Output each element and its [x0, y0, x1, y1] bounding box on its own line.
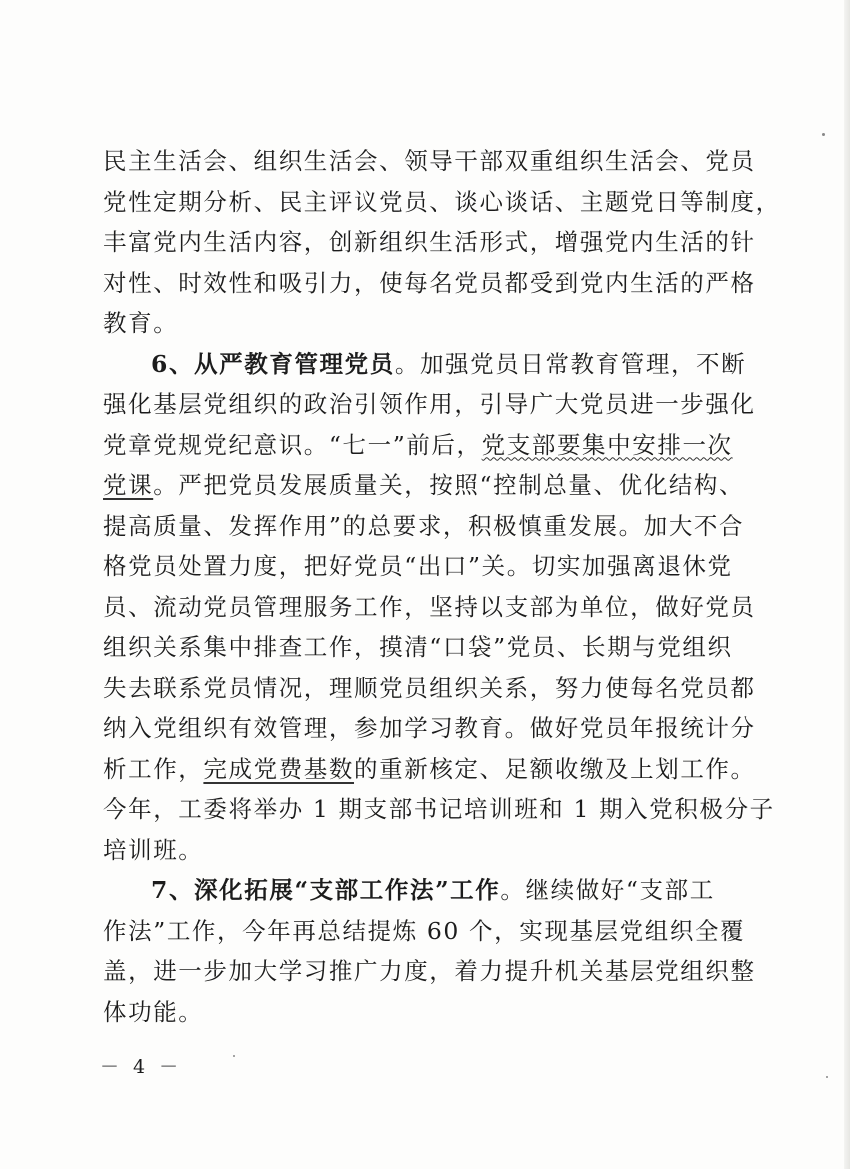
wavy-underlined-text: 党支部要集中安排一次: [481, 430, 733, 459]
text-line: [103, 992, 715, 1033]
underlined-text: 党课: [103, 471, 154, 499]
section-heading: 7、深化拓展“支部工作法”工作: [151, 876, 501, 904]
text-line: [103, 222, 756, 263]
text-line: [103, 789, 775, 830]
text-line: [103, 384, 756, 425]
text-line: [103, 668, 756, 709]
text-segment: 员、流动党员管理服务工作，坚持以支部为单位，做好党员: [103, 592, 756, 621]
text-line: [103, 708, 756, 749]
text-line: [103, 303, 715, 344]
text-segment: 党章党规党纪意识。“七一”前后，: [103, 430, 482, 459]
text-segment: 。严把党员发展质量关，按照“控制总量、优化结构、: [153, 471, 745, 499]
text-line: [103, 344, 747, 385]
text-line: [103, 951, 756, 992]
text-line: [103, 465, 745, 506]
scan-speck: [822, 133, 825, 136]
page-edge-shadow: [844, 0, 850, 1169]
text-segment: 今年，工委将举办 1 期支部书记培训班和 1 期入党积极分子: [103, 795, 775, 823]
text-segment: 教育。: [103, 309, 179, 337]
text-line: [103, 627, 733, 668]
text-line: [103, 546, 733, 587]
text-line: [103, 506, 745, 547]
scan-speck: [233, 1055, 235, 1057]
text-segment: 强化基层党组织的政治引领作用，引导广大党员进一步强化: [103, 390, 756, 418]
text-segment: 的重新核定、足额收缴及上划工作。: [354, 754, 756, 783]
text-line: [103, 182, 781, 223]
text-line: [103, 870, 715, 911]
text-segment: 失去联系党员情况，理顺党员组织关系，努力使每名党员都: [103, 673, 756, 702]
underlined-text: 完成党费基数: [203, 754, 355, 783]
text-line: [103, 911, 746, 952]
text-line: [103, 587, 756, 628]
text-segment: 格党员处置力度，把好党员“出口”关。切实加强离退休党: [103, 552, 733, 580]
text-line: [103, 141, 756, 182]
text-line: [103, 830, 715, 871]
body-text: [103, 141, 781, 1032]
text-segment: 盖，进一步加大学习推广力度，着力提升机关基层党组织整: [103, 957, 756, 985]
section-heading: 6、从严教育管理党员: [151, 349, 395, 378]
text-line: [103, 749, 756, 790]
page-number: － 4 －: [100, 1056, 183, 1078]
text-segment: 纳入党组织有效管理，参加学习教育。做好党员年报统计分: [103, 714, 756, 742]
text-segment: 作法”工作，今年再总结提炼 60 个，实现基层党组织全覆: [103, 916, 746, 945]
text-segment: 培训班。: [103, 835, 204, 864]
text-segment: 析工作，: [103, 754, 204, 783]
text-segment: 丰富党内生活内容，创新组织生活形式，增强党内生活的针: [103, 228, 756, 256]
text-segment: 。加强党员日常教育管理，不断: [394, 349, 747, 378]
text-segment: 对性、时效性和吸引力，使每名党员都受到党内生活的严格: [103, 268, 756, 297]
text-segment: 组织关系集中排查工作，摸清“口袋”党员、长期与党组织: [103, 633, 733, 661]
text-segment: 体功能。: [103, 997, 204, 1026]
scan-speck: [826, 1076, 828, 1078]
text-segment: 。继续做好“支部工: [500, 876, 715, 904]
text-line: [103, 425, 733, 466]
text-line: [103, 263, 756, 304]
text-segment: 提高质量、发挥作用”的总要求，积极慎重发展。加大不合: [103, 511, 745, 540]
text-segment: 民主生活会、组织生活会、领导干部双重组织生活会、党员: [103, 147, 756, 175]
text-segment: 党性定期分析、民主评议党员、谈心谈话、主题党日等制度，: [103, 187, 781, 216]
